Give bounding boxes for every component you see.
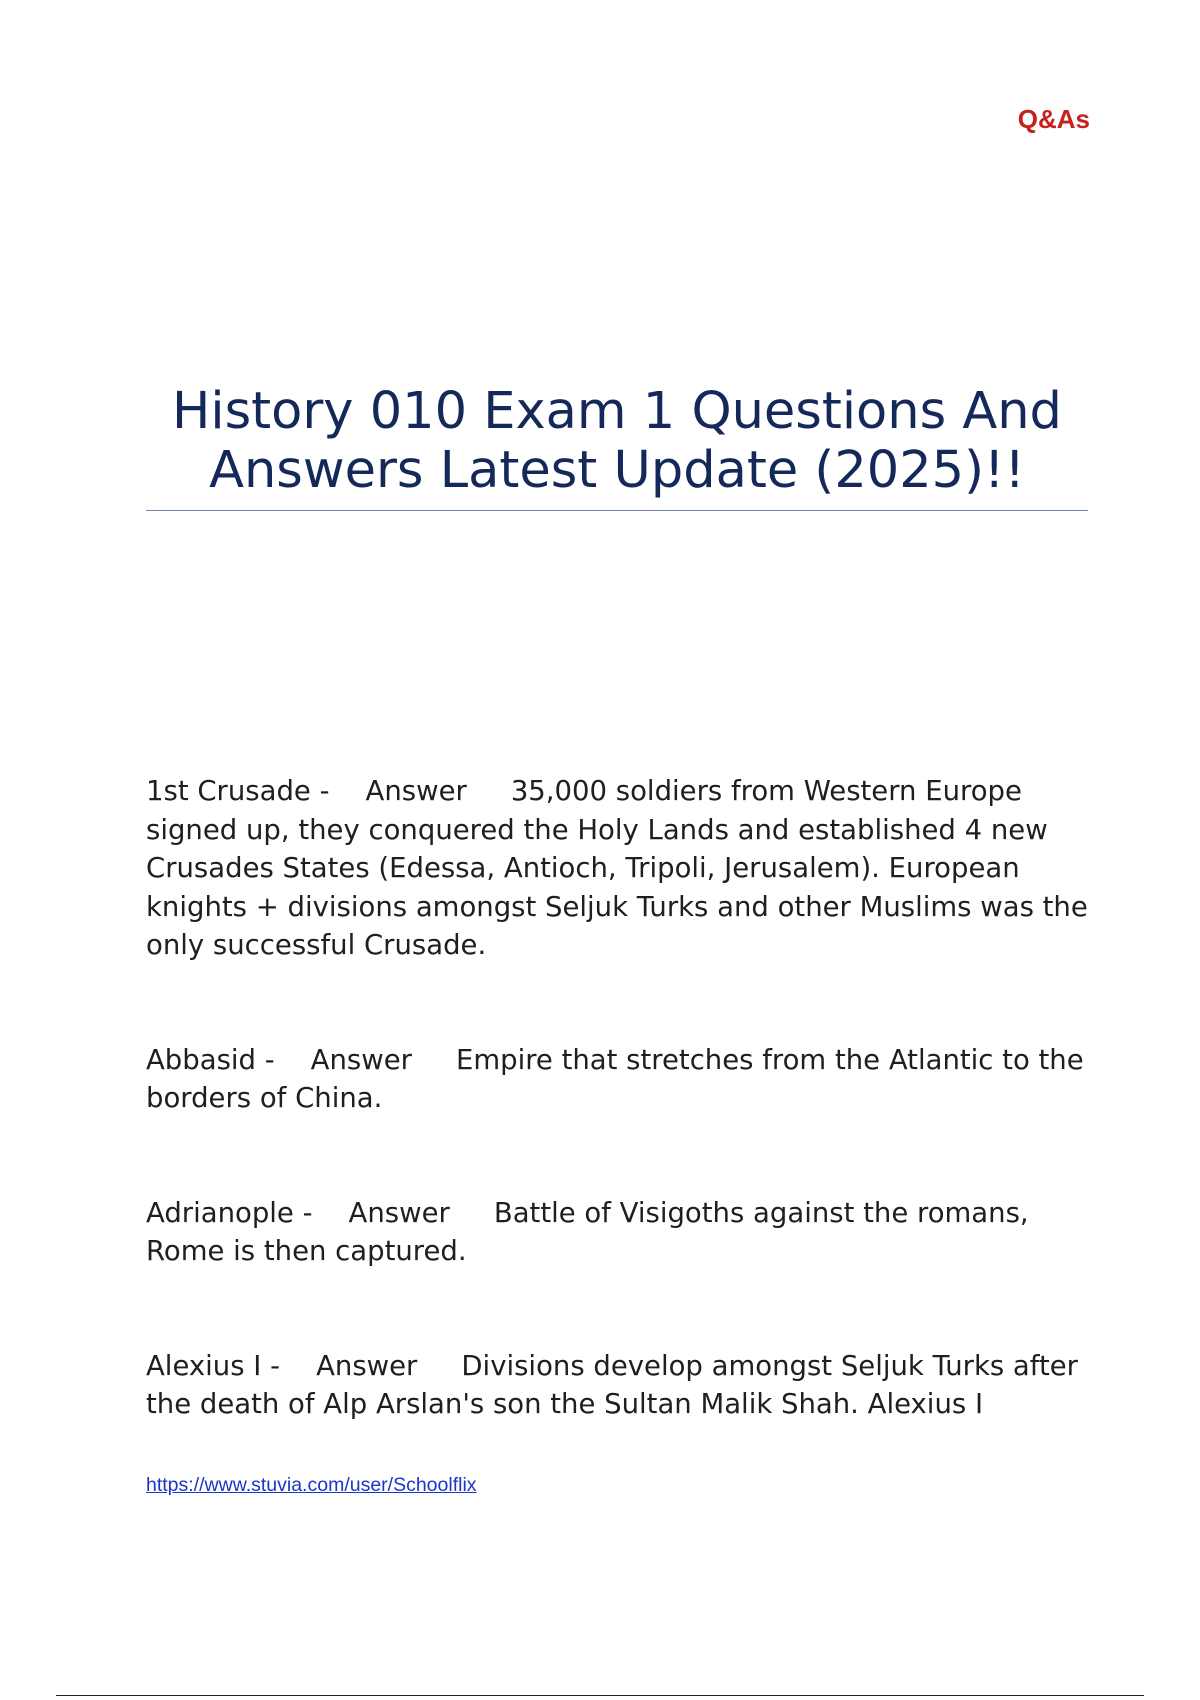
qa-answer: 35,000 soldiers from Western Europe signed up, they conquered the Holy Lands and established 4 new Crusades States (Edessa, Antioch, Tripoli, Jerusalem). European knights + divisions amongst Seljuk Turks and other Muslims was the only successful Crusade. [146, 775, 1088, 961]
page-bottom-rule [56, 1695, 1144, 1696]
title-block [146, 382, 1088, 511]
qa-answer-label: Answer [365, 775, 467, 807]
qa-item [146, 1041, 1091, 1118]
qa-answer-label: Answer [316, 1349, 418, 1382]
qa-term: Alexius I - [146, 1349, 281, 1382]
qa-answer-label: Answer [310, 1043, 412, 1076]
qa-item [146, 1347, 1091, 1424]
qa-tag: Q&As [1017, 104, 1090, 134]
footer-link[interactable]: https://www.stuvia.com/user/Schoolflix [146, 1474, 477, 1496]
qa-item [146, 772, 1091, 965]
qa-term: Adrianople - [146, 1196, 313, 1229]
qa-answer: Battle of Visigoths against the romans, Rome is then captured. [146, 1196, 1029, 1267]
qa-term: 1st Crusade - [146, 775, 330, 807]
qa-answer-label: Answer [348, 1196, 450, 1229]
qa-answer: Divisions develop amongst Seljuk Turks after the death of Alp Arslan's son the Sultan Malik Shah. Alexius I [146, 1349, 1078, 1420]
qa-list [146, 772, 1091, 1424]
document-title: History 010 Exam 1 Questions And Answers Latest Update (2025)!! [172, 382, 1062, 500]
qa-answer: Empire that stretches from the Atlantic to the borders of China. [146, 1043, 1084, 1114]
qa-item [146, 1194, 1091, 1271]
qa-term: Abbasid - [146, 1043, 275, 1076]
